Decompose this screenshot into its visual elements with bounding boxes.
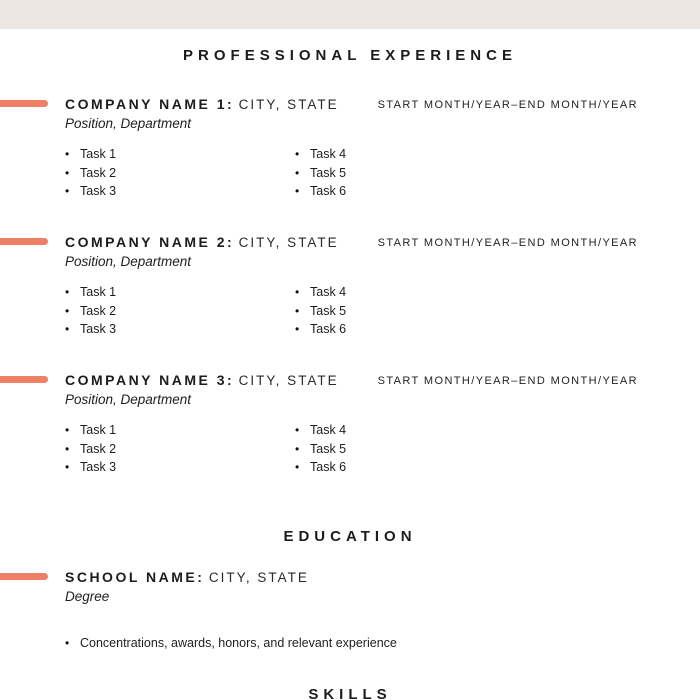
bullet-icon: • xyxy=(65,165,70,180)
task-item xyxy=(65,458,295,477)
bullet-icon: • xyxy=(65,322,70,337)
company-name: COMPANY NAME 2: xyxy=(65,233,235,250)
education-detail-item xyxy=(0,634,700,652)
entry-header xyxy=(0,234,700,251)
experience-entry-3 xyxy=(0,372,700,477)
task-item xyxy=(295,320,525,339)
bullet-icon: • xyxy=(65,441,70,456)
task-item xyxy=(65,421,295,440)
bullet-icon: • xyxy=(65,184,70,199)
entry-dates: START MONTH/YEAR–END MONTH/YEAR xyxy=(377,98,638,111)
task-list-right xyxy=(295,283,525,339)
company-name: COMPANY NAME 3: xyxy=(65,371,235,388)
task-lists xyxy=(0,421,700,477)
bullet-icon: • xyxy=(295,303,300,318)
task-label: Task 3 xyxy=(80,184,117,199)
task-label: Task 2 xyxy=(80,165,117,180)
experience-entry-1 xyxy=(0,96,700,201)
task-lists xyxy=(0,283,700,339)
accent-bar-icon xyxy=(0,376,48,383)
bullet-icon: • xyxy=(295,423,300,437)
bullet-icon: • xyxy=(295,165,300,180)
bullet-icon: • xyxy=(295,322,300,337)
experience-heading: PROFESSIONAL EXPERIENCE xyxy=(183,47,517,64)
task-list-left xyxy=(65,283,295,339)
task-label: Task 4 xyxy=(310,285,347,299)
task-item xyxy=(295,440,525,459)
task-label: Task 3 xyxy=(80,322,117,337)
task-label: Task 6 xyxy=(310,184,347,199)
entry-title xyxy=(65,96,339,114)
school-name: SCHOOL NAME: xyxy=(65,568,205,585)
task-label: Task 6 xyxy=(310,322,347,337)
task-item xyxy=(65,320,295,339)
task-label: Task 4 xyxy=(310,147,347,161)
bullet-icon: • xyxy=(65,423,70,437)
bullet-icon: • xyxy=(295,285,300,299)
bullet-icon: • xyxy=(295,184,300,199)
task-list-left xyxy=(65,145,295,201)
task-item xyxy=(295,421,525,440)
accent-bar-icon xyxy=(0,573,48,580)
bullet-icon: • xyxy=(65,147,70,161)
bullet-icon: • xyxy=(65,285,70,299)
bullet-icon: • xyxy=(65,636,70,650)
company-location: CITY, STATE xyxy=(238,96,339,112)
education-heading: EDUCATION xyxy=(283,528,417,545)
top-strip xyxy=(0,0,700,29)
bullet-icon: • xyxy=(295,460,300,475)
bullet-icon: • xyxy=(65,460,70,475)
school-location: CITY, STATE xyxy=(208,569,309,585)
task-item xyxy=(295,182,525,201)
task-list-right xyxy=(295,145,525,201)
entry-dates: START MONTH/YEAR–END MONTH/YEAR xyxy=(377,236,638,249)
task-item xyxy=(65,164,295,183)
task-item xyxy=(65,283,295,302)
entry-position: Position, Department xyxy=(65,116,192,131)
accent-bar-icon xyxy=(0,100,48,107)
task-label: Task 5 xyxy=(310,303,347,318)
task-label: Task 1 xyxy=(80,423,117,437)
education-entry xyxy=(0,569,700,605)
task-item xyxy=(295,145,525,164)
task-lists xyxy=(0,145,700,201)
task-label: Task 4 xyxy=(310,423,347,437)
entry-position: Position, Department xyxy=(65,254,192,269)
task-item xyxy=(65,145,295,164)
entry-title xyxy=(65,372,339,390)
task-label: Task 2 xyxy=(80,441,117,456)
task-item xyxy=(65,440,295,459)
entry-title xyxy=(65,234,339,252)
task-item xyxy=(295,302,525,321)
task-label: Task 6 xyxy=(310,460,347,475)
entry-header xyxy=(0,569,700,586)
task-label: Task 5 xyxy=(310,165,347,180)
entry-title xyxy=(65,569,309,587)
task-item xyxy=(65,302,295,321)
task-list-left xyxy=(65,421,295,477)
education-detail-label: Concentrations, awards, honors, and relevant experience xyxy=(80,636,397,650)
company-location: CITY, STATE xyxy=(238,234,339,250)
task-label: Task 1 xyxy=(80,147,117,161)
task-label: Task 5 xyxy=(310,441,347,456)
experience-entry-2 xyxy=(0,234,700,339)
degree: Degree xyxy=(65,589,110,604)
entry-header xyxy=(0,372,700,389)
task-label: Task 2 xyxy=(80,303,117,318)
company-name: COMPANY NAME 1: xyxy=(65,95,235,112)
entry-header xyxy=(0,96,700,113)
skills-heading: SKILLS xyxy=(308,686,392,700)
task-item xyxy=(65,182,295,201)
task-item xyxy=(295,458,525,477)
accent-bar-icon xyxy=(0,238,48,245)
task-list-right xyxy=(295,421,525,477)
entry-dates: START MONTH/YEAR–END MONTH/YEAR xyxy=(377,374,638,387)
task-item xyxy=(295,283,525,302)
entry-position: Position, Department xyxy=(65,392,192,407)
task-label: Task 1 xyxy=(80,285,117,299)
bullet-icon: • xyxy=(65,303,70,318)
task-item xyxy=(295,164,525,183)
bullet-icon: • xyxy=(295,441,300,456)
company-location: CITY, STATE xyxy=(238,372,339,388)
task-label: Task 3 xyxy=(80,460,117,475)
bullet-icon: • xyxy=(295,147,300,161)
